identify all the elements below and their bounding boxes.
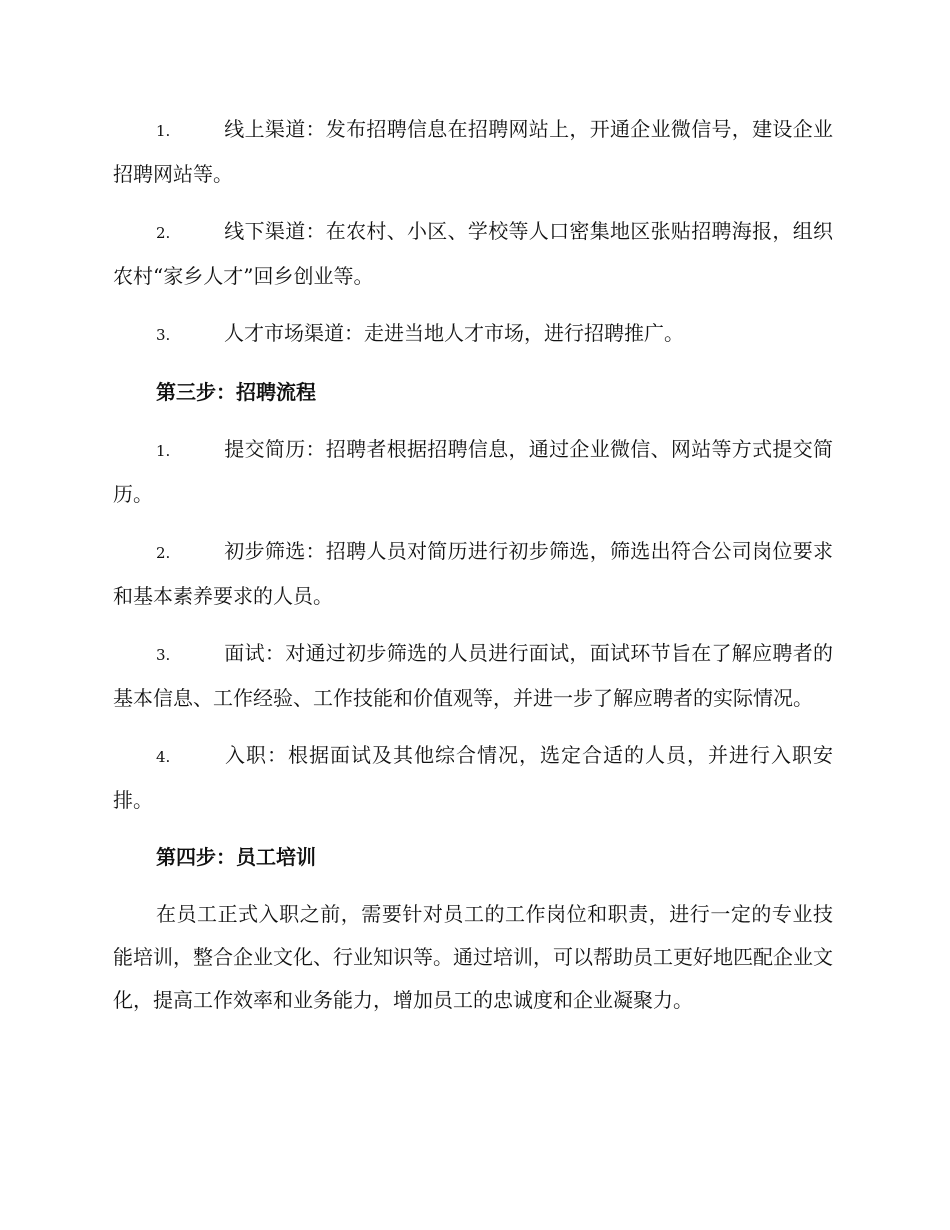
list-item	[113, 632, 833, 720]
list-item	[113, 734, 833, 822]
list-item	[113, 108, 833, 196]
section-heading-employee-training: 第四步：员工培训	[156, 845, 316, 869]
list-number: 1.	[156, 122, 171, 140]
list-text: 线上渠道：发布招聘信息在招聘网站上，开通企业微信号，建设企业招聘网站等。	[113, 117, 833, 186]
list-text: 人才市场渠道：走进当地人才市场，进行招聘推广。	[224, 321, 684, 345]
list-number: 4.	[156, 748, 171, 766]
list-number: 2.	[156, 544, 171, 562]
list-number: 3.	[156, 326, 171, 344]
list-item	[113, 210, 833, 298]
list-text: 提交简历：招聘者根据招聘信息，通过企业微信、网站等方式提交简历。	[113, 437, 833, 506]
list-number: 1.	[156, 442, 171, 460]
list-text: 初步筛选：招聘人员对简历进行初步筛选，筛选出符合公司岗位要求和基本素养要求的人员。	[113, 539, 833, 608]
training-paragraph: 在员工正式入职之前，需要针对员工的工作岗位和职责，进行一定的专业技能培训，整合企业文化、行业知识等。通过培训，可以帮助员工更好地匹配企业文化，提高工作效率和业务能力，增加员工的忠诚度和企业凝聚力。	[113, 902, 833, 1012]
list-item	[113, 312, 833, 357]
list-text: 入职：根据面试及其他综合情况，选定合适的人员，并进行入职安排。	[113, 743, 833, 812]
list-item	[113, 428, 833, 516]
document-page	[113, 108, 833, 1036]
list-text: 面试：对通过初步筛选的人员进行面试，面试环节旨在了解应聘者的基本信息、工作经验、工作技能和价值观等，并进一步了解应聘者的实际情况。	[113, 641, 833, 710]
list-number: 2.	[156, 224, 171, 242]
list-text: 线下渠道：在农村、小区、学校等人口密集地区张贴招聘海报，组织农村“家乡人才”回乡创业等。	[113, 219, 833, 288]
list-item	[113, 530, 833, 618]
list-number: 3.	[156, 646, 171, 664]
section-heading-recruitment-process: 第三步：招聘流程	[156, 380, 316, 404]
